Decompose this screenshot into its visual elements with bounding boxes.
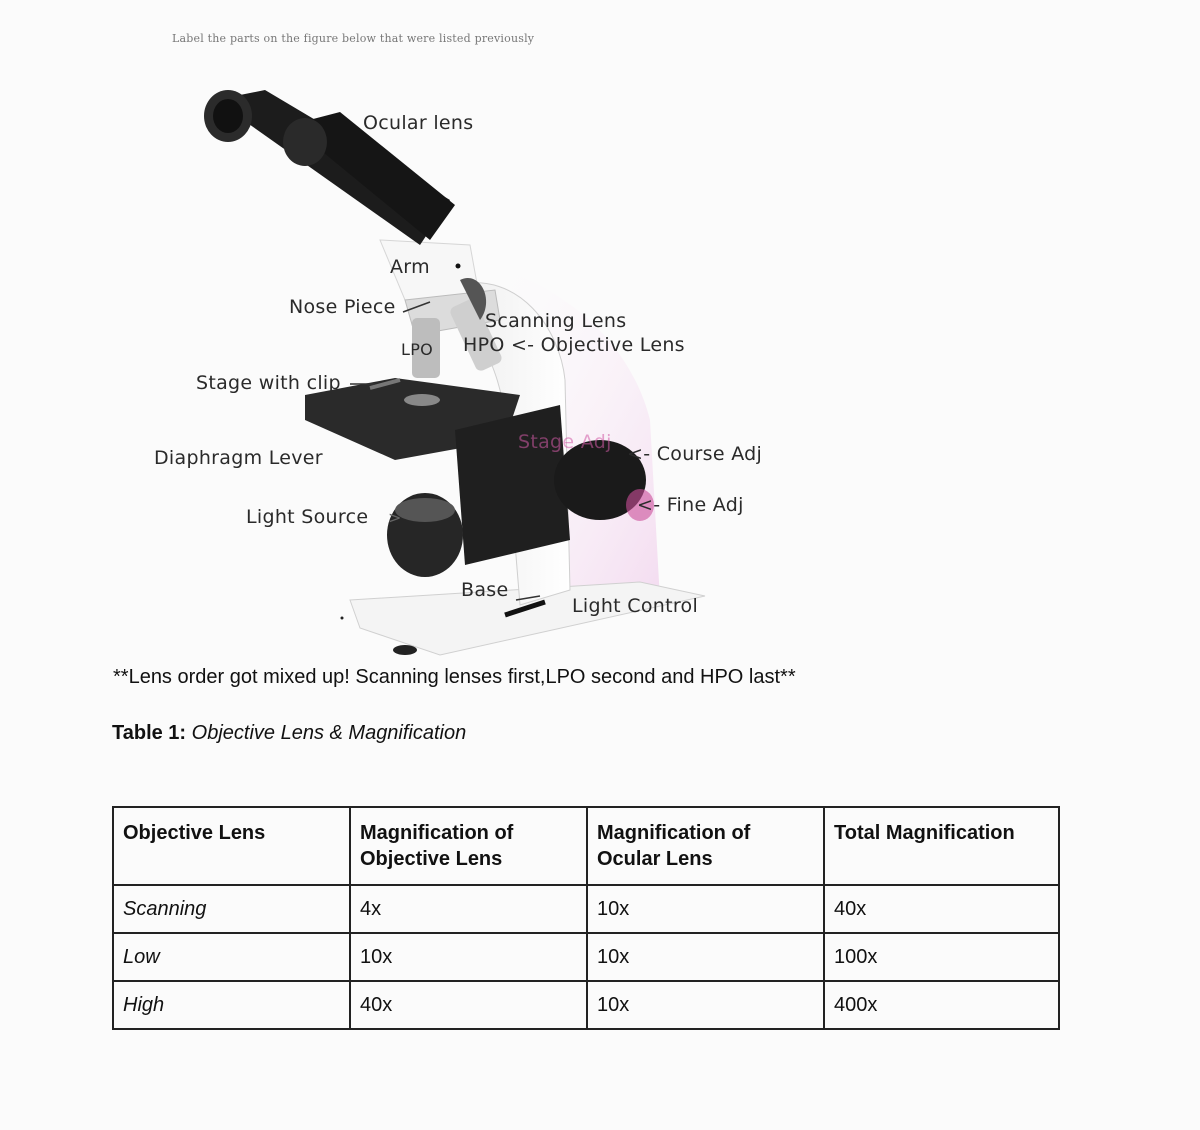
label-base: Base <box>461 579 509 601</box>
label-lpo: LPO <box>401 340 434 359</box>
cell-lens-name: Scanning <box>113 885 350 933</box>
cell-objective-mag: 10x <box>350 933 587 981</box>
cell-ocular-mag: 10x <box>587 933 824 981</box>
header-magnification-objective: Magnification of Objective Lens <box>350 807 587 885</box>
table-header-row <box>113 807 1059 885</box>
table-row <box>113 981 1059 1029</box>
speck <box>341 617 344 620</box>
magnification-table <box>112 806 1060 1030</box>
table-caption-title: Objective Lens & Magnification <box>191 722 467 744</box>
lens-order-note: **Lens order got mixed up! Scanning lenses first,LPO second and HPO last** <box>113 666 796 688</box>
label-course-adj: <- Course Adj <box>627 443 763 465</box>
cell-objective-mag: 40x <box>350 981 587 1029</box>
label-light-control: Light Control <box>572 595 699 617</box>
label-hpo-objective-lens: HPO <- Objective Lens <box>463 334 685 356</box>
label-scanning-lens: Scanning Lens <box>485 310 627 332</box>
table-caption <box>112 722 466 745</box>
table-row <box>113 885 1059 933</box>
arm-dot <box>456 264 461 269</box>
label-ocular-lens: Ocular lens <box>363 112 474 134</box>
label-stage-with-clip: Stage with clip <box>196 372 341 394</box>
instruction-text: Label the parts on the figure below that were listed previously <box>172 32 535 45</box>
cell-total-mag: 400x <box>824 981 1059 1029</box>
base-foot <box>393 645 417 655</box>
header-magnification-ocular: Magnification of Ocular Lens <box>587 807 824 885</box>
header-total-magnification: Total Magnification <box>824 807 1059 885</box>
label-stage-adj: Stage Adj <box>518 431 612 453</box>
label-fine-adj: <- Fine Adj <box>637 494 744 516</box>
light-source-lens <box>395 498 455 522</box>
cell-total-mag: 100x <box>824 933 1059 981</box>
label-nose-piece: Nose Piece <box>289 296 396 318</box>
cell-lens-name: High <box>113 981 350 1029</box>
header-objective-lens: Objective Lens <box>113 807 350 885</box>
table-caption-prefix: Table 1: <box>112 722 187 744</box>
table-row <box>113 933 1059 981</box>
cell-lens-name: Low <box>113 933 350 981</box>
label-diaphragm-lever: Diaphragm Lever <box>154 447 323 469</box>
label-arm: Arm <box>390 256 430 278</box>
cell-objective-mag: 4x <box>350 885 587 933</box>
cell-ocular-mag: 10x <box>587 981 824 1029</box>
stage-aperture <box>404 394 440 406</box>
label-light-source: Light Source <box>246 506 369 528</box>
cell-total-mag: 40x <box>824 885 1059 933</box>
light-source-arrow: > <box>388 508 402 527</box>
cell-ocular-mag: 10x <box>587 885 824 933</box>
stage-support <box>455 405 570 565</box>
